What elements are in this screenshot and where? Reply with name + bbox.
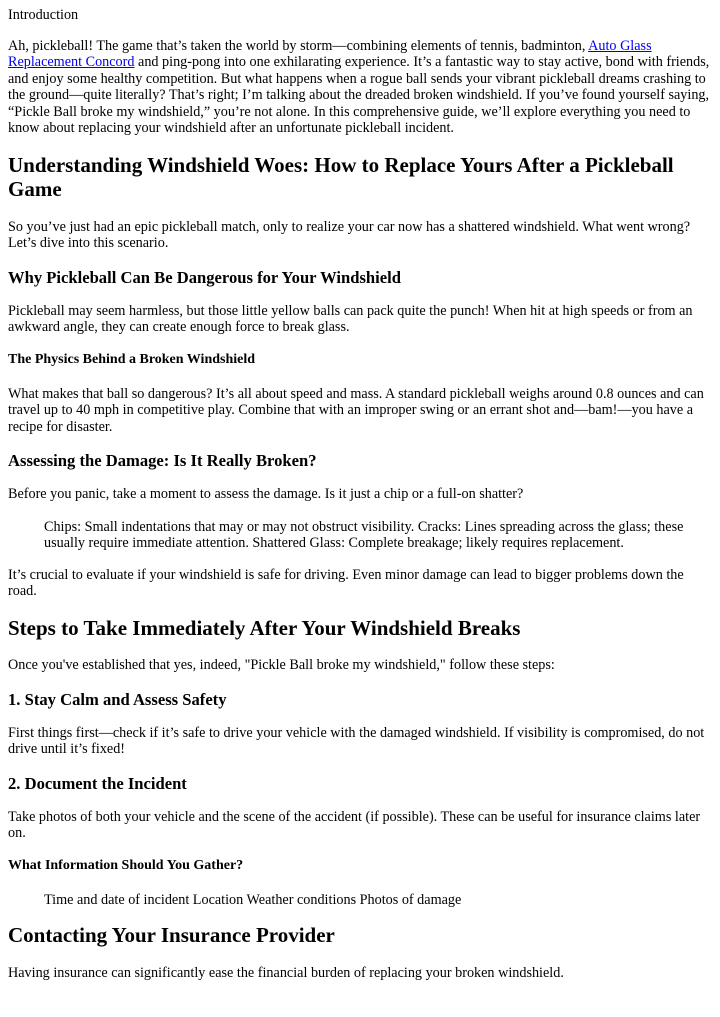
paragraph-physics: What makes that ball so dangerous? It’s all about speed and mass. A standard pickleball weighs around 0.8 ounces and can travel up to 40 mph in competitive play. Combine that with an improper swing or an errant shot and—bam!—you have a recipe for disaster.: [8, 385, 704, 435]
paragraph-stay-calm: First things first—check if it’s safe to drive your vehicle with the damaged windshield. If visibility is compromised, do not drive until it’s fixed!: [8, 724, 705, 757]
section-heading-insurance: Contacting Your Insurance Provider: [8, 923, 335, 947]
intro-text-after-link: and ping-pong into one exhilarating experience. It’s a fantastic way to stay active, bond with friends, and enjoy some healthy competition. But what happens when a rogue ball sends your vibrant pickleball dreams crashing to the ground—quite literally? That’s right; I’m talking about the dreaded broken windshield. If you’ve found yourself saying, “Pickle Ball broke my windshield,” you’re not alone. In this comprehensive guide, we’ll explore everything you need to know about replacing your windshield after an unfortunate pickleball incident.: [8, 54, 710, 136]
damage-types-quote: Chips: Small indentations that may or may not obstruct visibility. Cracks: Lines spreading across the glass; these usually require immediate attention. Shattered Glass: Complete breakage; likely requires replacement.: [44, 518, 684, 551]
subheading-stay-calm: 1. Stay Calm and Assess Safety: [8, 689, 227, 709]
paragraph-insurance: Having insurance can significantly ease the financial burden of replacing your broken windshield.: [8, 964, 564, 981]
section-heading-steps: Steps to Take Immediately After Your Windshield Breaks: [8, 615, 521, 640]
intro-paragraph: [8, 38, 712, 137]
paragraph-why-dangerous: Pickleball may seem harmless, but those little yellow balls can pack quite the punch! When hit at high speeds or from an awkward angle, they can create enough force to break glass.: [8, 302, 693, 335]
intro-text-before-link: Ah, pickleball! The game that’s taken the world by storm—combining elements of tennis, badminton,: [8, 37, 589, 54]
paragraph-steps-intro: Once you've established that yes, indeed, "Pickle Ball broke my windshield," follow these steps:: [8, 657, 555, 673]
subheading-why-dangerous: Why Pickleball Can Be Dangerous for Your Windshield: [8, 267, 401, 287]
subheading-gather-info: What Information Should You Gather?: [8, 857, 244, 873]
paragraph-document-incident: Take photos of both your vehicle and the scene of the accident (if possible). These can be useful for insurance claims later on.: [8, 808, 701, 841]
paragraph-evaluate-safety: It’s crucial to evaluate if your windshield is safe for driving. Even minor damage can lead to bigger problems down the road.: [8, 566, 684, 599]
subheading-document-incident: 2. Document the Incident: [8, 773, 187, 793]
intro-label: Introduction: [8, 7, 79, 23]
subheading-assessing-damage: Assessing the Damage: Is It Really Broken?: [8, 451, 317, 470]
paragraph-assessing-damage: Before you panic, take a moment to assess the damage. Is it just a chip or a full-on shatter?: [8, 486, 524, 502]
section-heading-understanding: Understanding Windshield Woes: How to Replace Yours After a Pickleball Game: [8, 152, 674, 201]
gather-info-quote: Time and date of incident Location Weather conditions Photos of damage: [44, 891, 462, 908]
subheading-physics: The Physics Behind a Broken Windshield: [8, 351, 256, 367]
section-paragraph: So you’ve just had an epic pickleball match, only to realize your car now has a shattered windshield. What went wrong? Let’s dive into this scenario.: [8, 218, 691, 251]
auto-glass-replacement-link[interactable]: Auto Glass Replacement Concord: [8, 37, 652, 70]
